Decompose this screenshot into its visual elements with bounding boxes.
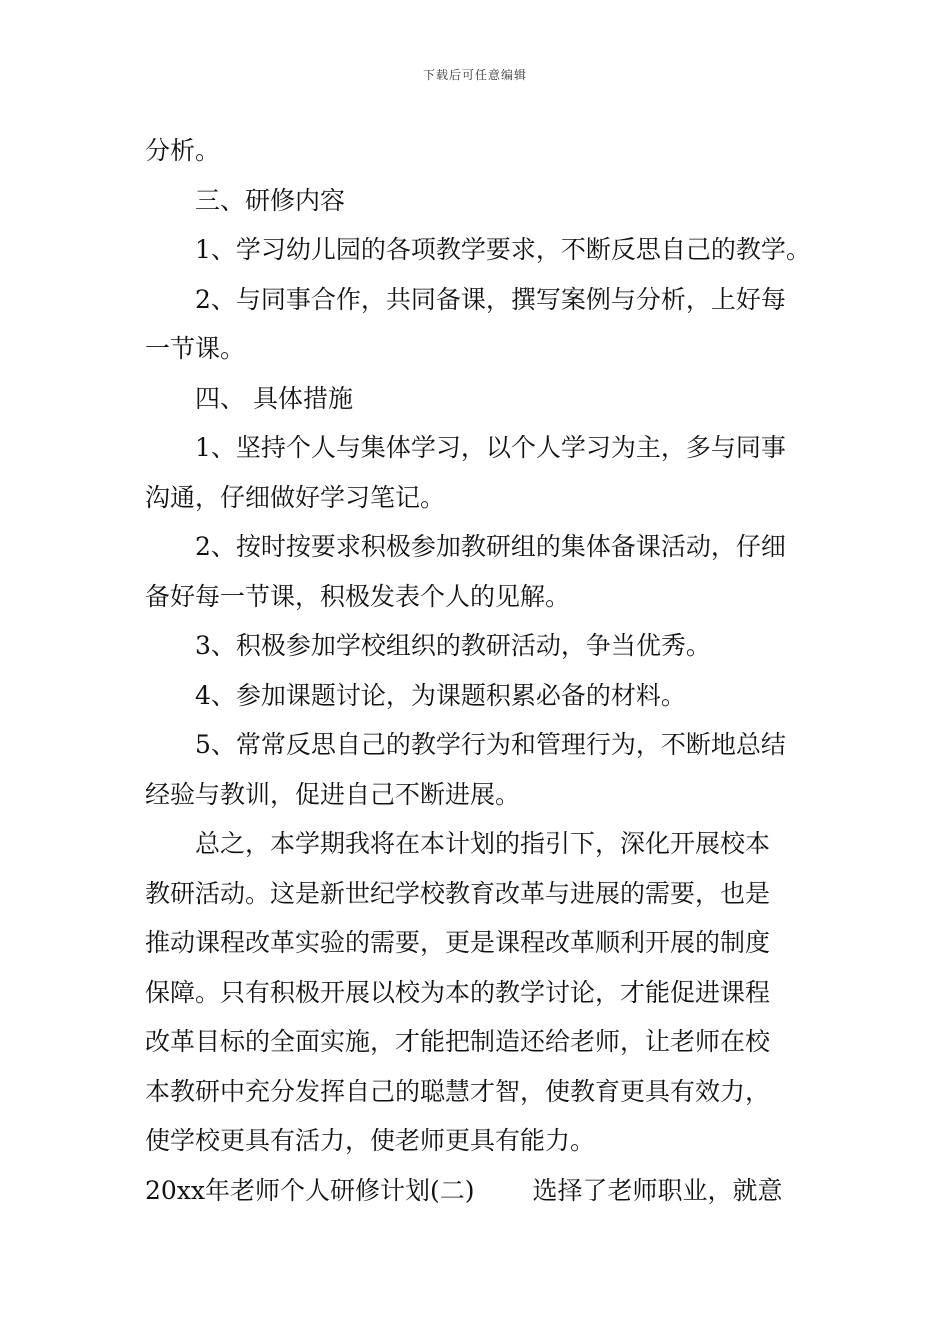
- text-line: 经验与教训，促进自己不断进展。: [145, 779, 521, 809]
- text-line: 总之，本学期我将在本计划的指引下，深化开展校本: [195, 829, 771, 858]
- text-fragment: 选择了老师职业，就意: [532, 1175, 783, 1205]
- text-line: 教研活动。这是新世纪学校教育改革与进展的需要，也是: [145, 878, 771, 908]
- text-line: 推动课程改革实验的需要，更是课程改革顺利开展的制度: [145, 928, 771, 957]
- section-heading: 四、 具体措施: [195, 383, 353, 413]
- text-line: [145, 1166, 810, 1216]
- text-line: 备好每一节课，积极发表个人的见解。: [145, 581, 571, 611]
- text-line: 沟通，仔细做好学习笔记。: [145, 482, 446, 512]
- text-line: 1、学习幼儿园的各项教学要求，不断反思自己的教学。: [195, 235, 811, 264]
- text-line: 本教研中充分发挥自己的聪慧才智，使教育更具有效力，: [145, 1076, 771, 1106]
- text-line: 5、常常反思自己的教学行为和管理行为，不断地总结: [195, 730, 786, 759]
- text-line: 4、参加课题讨论，为课题积累必备的材料。: [195, 680, 686, 710]
- text-line: 保障。只有积极开展以校为本的教学讨论，才能促进课程: [145, 977, 771, 1007]
- text-line: 2、与同事合作，共同备课，撰写案例与分析，上好每: [195, 284, 786, 314]
- text-line: 使学校更具有活力，使老师更具有能力。: [145, 1126, 596, 1155]
- text-line: 一节课。: [145, 334, 246, 363]
- page-header: 下载后可任意编辑: [422, 68, 527, 82]
- text-line: 3、积极参加学校组织的教研活动，争当优秀。: [195, 631, 711, 660]
- text-line: 改革目标的全面实施，才能把制造还给老师，让老师在校: [145, 1027, 771, 1056]
- text-line: 2、按时按要求积极参加教研组的集体备课活动，仔细: [195, 532, 786, 561]
- section-heading: 三、研修内容: [195, 185, 346, 215]
- document-title: 20xx年老师个人研修计划(二): [145, 1175, 475, 1205]
- document-body: [145, 126, 810, 1215]
- text-line: 分析。: [145, 136, 221, 165]
- text-line: 1、坚持个人与集体学习，以个人学习为主，多与同事: [195, 433, 786, 462]
